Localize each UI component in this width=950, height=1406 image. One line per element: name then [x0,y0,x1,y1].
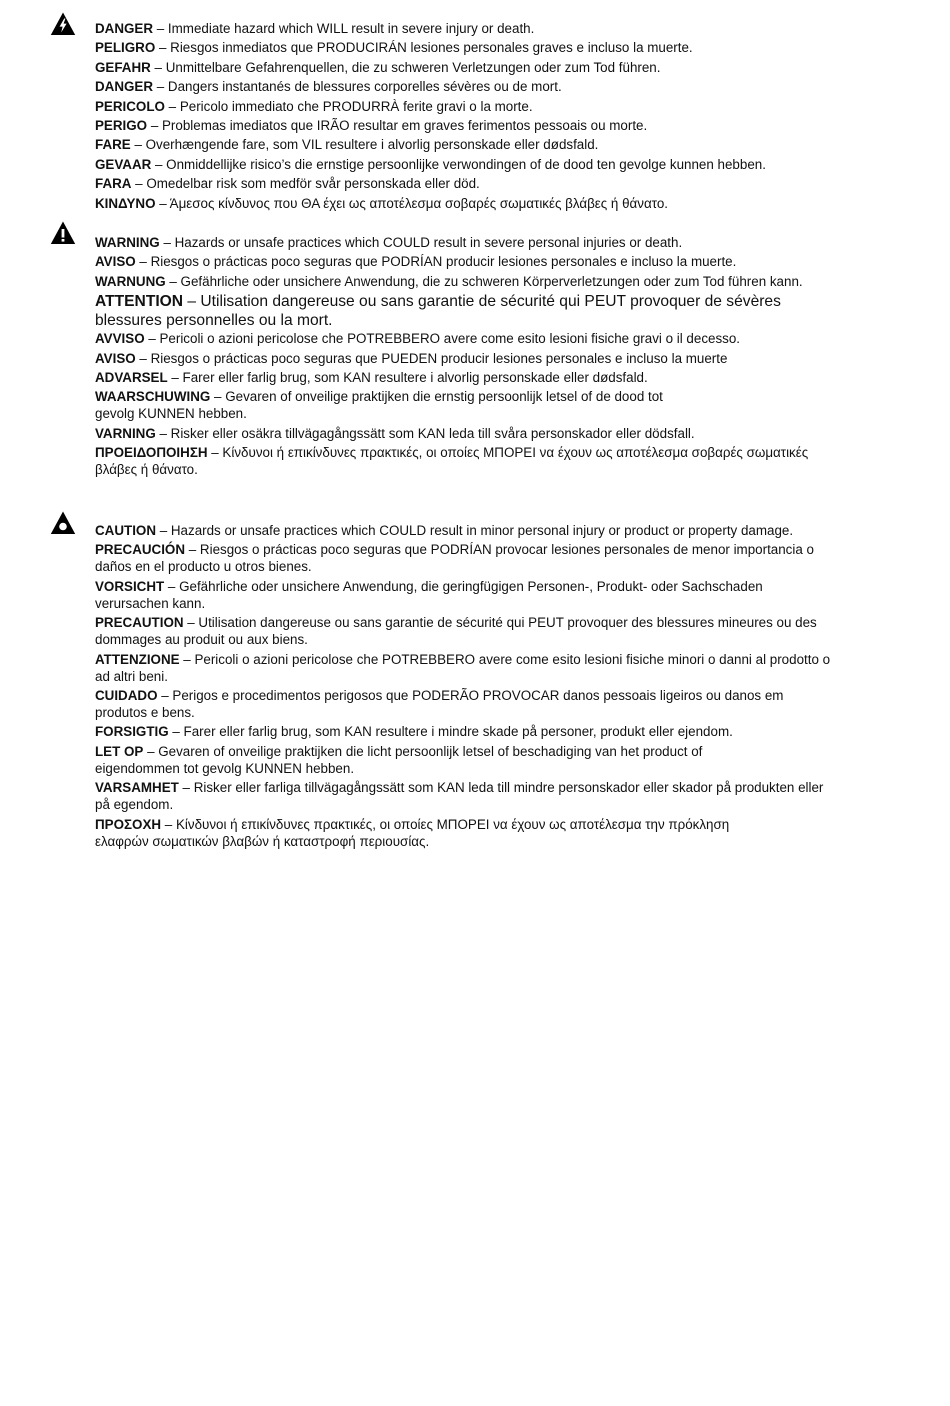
danger-entry-en [95,20,835,37]
entry-keyword: PELIGRO [95,40,156,56]
warning-entry-es-2 [95,350,835,367]
entry-text: – Farer eller farlig brug, som KAN resultere i mindre skade på personer, produkt eller ejendom. [168,724,733,740]
danger-entry-nl [95,156,835,173]
danger-entry-de [95,59,835,76]
entry-keyword: CAUTION [95,523,156,538]
danger-entry-es [95,39,835,56]
caution-entry-fr [95,614,835,648]
warning-entry-it [95,330,835,347]
entry-keyword: AVVISO [95,331,145,347]
warning-exclamation-triangle-icon [50,220,76,246]
entry-text: – Riesgos o prácticas poco seguras que PODRÍAN provocar lesiones personales de menor importancia o daños en el producto u otros bienes. [95,542,814,575]
danger-entries [95,20,835,214]
entry-keyword: PERIGO [95,117,148,133]
entry-keyword: DANGER [95,79,154,95]
entry-text: – Utilisation dangereuse ou sans garantie de sécurité qui PEUT provoquer des blessures mineures ou des dommages au produit ou aux biens. [95,615,817,648]
danger-entry-pt [95,117,835,134]
danger-entry-el [95,195,835,212]
entry-text: – Immediate hazard which WILL result in severe injury or death. [153,21,535,36]
entry-keyword: PERICOLO [95,98,165,114]
entry-text: – Riesgos inmediatos que PRODUCIRÁN lesiones personales graves e incluso la muerte. [155,40,693,56]
entry-text: – Gefährliche oder unsichere Anwendung, die geringfügigen Personen-, Produkt- oder Sachschaden verursachen kann. [95,578,763,611]
entry-keyword: AVISO [95,254,136,270]
entry-keyword: ATTENTION [95,293,184,311]
entry-keyword: PRECAUTION [95,615,184,631]
caution-entry-es [95,541,835,575]
danger-entry-da [95,136,835,153]
entry-text: – Problemas imediatos que IRÃO resultar em graves ferimentos pessoais ou morte. [147,117,648,133]
caution-triangle-icon [50,510,76,536]
caution-entry-it [95,651,835,685]
warning-entry-de [95,273,835,290]
entry-text: – Farer eller farlig brug, som KAN resultere i alvorlig personskade eller dødsfald. [167,369,648,385]
entry-text: – Risker eller farliga tillvägagångssätt som KAN leda till mindre personskador eller skador på produkten eller på egendom. [95,780,824,813]
warning-entry-es [95,253,835,270]
entry-keyword: VARSAMHET [95,780,179,796]
entry-text: – Perigos e procedimentos perigosos que PODERÃO PROVOCAR danos pessoais ligeiros ou danos em produtos e bens. [95,687,784,720]
danger-lightning-triangle-icon [50,11,76,37]
caution-entries [95,522,835,852]
entry-keyword: WARNUNG [95,273,166,289]
warning-entry-da [95,369,835,386]
caution-entry-nl [95,743,730,777]
entry-text: – Hazards or unsafe practices which COULD result in severe personal injuries or death. [159,235,683,250]
entry-keyword: LET OP [95,743,144,759]
entry-keyword: FARA [95,176,132,192]
warning-entry-sv [95,425,835,442]
entry-text: – Riesgos o prácticas poco seguras que PUEDEN producir lesiones personales e incluso la muerte [135,350,728,366]
entry-text: – Hazards or unsafe practices which COULD result in minor personal injury or product or property damage. [156,523,794,538]
warning-entry-nl [95,388,705,422]
entry-keyword: AVISO [95,350,136,366]
entry-keyword: ΠΡΟΣΟΧΗ [95,816,162,832]
caution-entry-da [95,723,835,740]
warning-entries [95,234,835,481]
caution-entry-pt [95,687,835,721]
entry-text: – Omedelbar risk som medför svår personskada eller död. [131,176,480,192]
entry-text: – Pericoli o azioni pericolose che POTREBBERO avere come esito lesioni fisiche gravi o il decesso. [144,331,741,347]
entry-keyword: DANGER [95,21,154,36]
entry-keyword: ΠΡΟΕΙΔΟΠΟΙΗΣΗ [95,445,208,461]
entry-keyword: CUIDADO [95,687,158,703]
entry-keyword: ΚΙΝΔΥΝΟ [95,195,156,211]
entry-text: – Άμεσος κίνδυνος που ΘΑ έχει ως αποτέλεσμα σοβαρές σωματικές βλάβες ή θάνατο. [155,195,668,211]
danger-entry-fr [95,78,835,95]
entry-text: – Dangers instantanés de blessures corporelles sévères ou de mort. [153,79,562,95]
entry-text: – Overhængende fare, som VIL resultere i alvorlig personskade eller dødsfald. [130,137,599,153]
entry-keyword: GEFAHR [95,59,151,75]
caution-entry-el [95,816,785,850]
entry-keyword: WARNING [95,235,160,250]
entry-text: – Κίνδυνοι ή επικίνδυνες πρακτικές, οι οποίες ΜΠΟΡΕΙ να έχουν ως αποτέλεσμα την πρόκληση ελαφρών σωματικών βλαβών ή καταστροφή περιουσίας. [95,816,730,849]
entry-text: – Unmittelbare Gefahrenquellen, die zu schweren Verletzungen oder zum Tod führen. [150,59,661,75]
entry-keyword: ATTENZIONE [95,651,180,667]
entry-keyword: FARE [95,137,131,153]
entry-text: – Riesgos o prácticas poco seguras que PODRÍAN producir lesiones personales e incluso la muerte. [135,254,737,270]
entry-text: – Onmiddellijke risico’s die ernstige persoonlijke verwondingen of de dood ten gevolge kunnen hebben. [151,156,766,172]
entry-text: – Risker eller osäkra tillvägagångssätt som KAN leda till svåra personskador eller dödsfall. [155,425,695,441]
caution-entry-de [95,578,835,612]
danger-entry-it [95,98,835,115]
entry-keyword: VORSICHT [95,578,165,594]
entry-text: – Gevaren of onveilige praktijken die ernstig persoonlijk letsel of de dood tot gevolg KUNNEN hebben. [95,389,663,422]
entry-text: – Gevaren of onveilige praktijken die licht persoonlijk letsel of beschadiging van het product of eigendommen tot gevolg KUNNEN hebben. [95,743,703,776]
entry-text: – Gefährliche oder unsichere Anwendung, die zu schweren Körperverletzungen oder zum Tod führen kann. [165,273,803,289]
entry-text: – Κίνδυνοι ή επικίνδυνες πρακτικές, οι οποίες ΜΠΟΡΕΙ να έχουν ως αποτέλεσμα σοβαρές σωματικές βλάβες ή θάνατο. [95,445,809,478]
entry-text: – Pericolo immediato che PRODURRÀ ferite gravi o la morte. [164,98,533,114]
entry-keyword: WAARSCHUWING [95,389,211,405]
warning-entry-en [95,234,835,251]
entry-keyword: PRECAUCIÓN [95,542,186,558]
entry-keyword: GEVAAR [95,156,152,172]
entry-keyword: ADVARSEL [95,369,168,385]
entry-keyword: FORSIGTIG [95,724,169,740]
caution-entry-sv [95,779,835,813]
entry-text: – Pericoli o azioni pericolose che POTREBBERO avere come esito lesioni fisiche minori o danni al prodotto o ad altri beni. [95,651,831,684]
warning-entry-el [95,444,835,478]
danger-entry-sv [95,175,835,192]
entry-keyword: VARNING [95,425,156,441]
caution-entry-en [95,522,835,539]
entry-text: – Utilisation dangereuse ou sans garantie de sécurité qui PEUT provoquer de sévères blessures personnelles ou la mort. [95,293,781,330]
warning-entry-fr [95,292,835,330]
